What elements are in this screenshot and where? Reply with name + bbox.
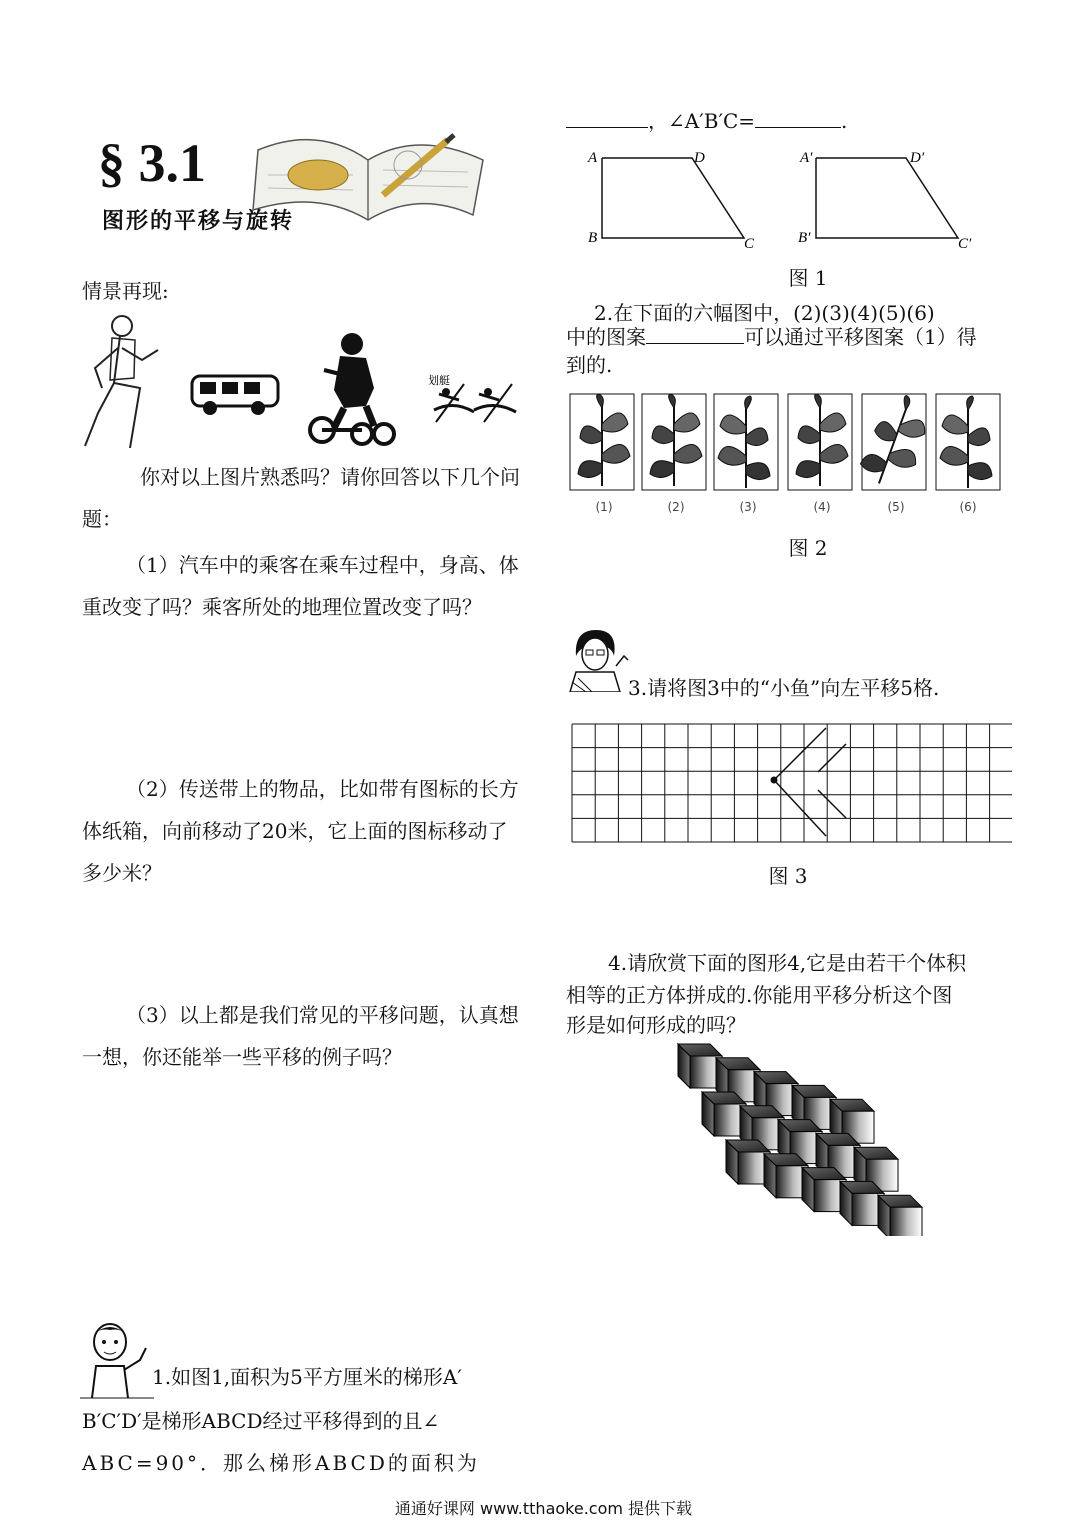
cube: [802, 1168, 846, 1212]
label-C-prime: C′: [958, 236, 972, 252]
example-4-line-2: 相等的正方体拼成的.你能用平移分析这个图: [566, 983, 953, 1007]
figure-2-caption: 图 2: [788, 536, 828, 560]
svg-text:划艇: 划艇: [428, 375, 450, 387]
cube: [678, 1044, 722, 1088]
label-B: B: [588, 230, 598, 246]
figure-4-cube-stack: [670, 1040, 940, 1236]
leaf-label-4: (4): [813, 500, 831, 514]
cube: [702, 1092, 746, 1136]
figure-2-leaf-patterns: [568, 392, 1008, 492]
cube: [764, 1154, 808, 1198]
rowing-figure: [424, 370, 524, 426]
figure-3-caption: 图 3: [768, 864, 808, 888]
question-1: （1）汽车中的乘客在乘车过程中，身高、体重改变了吗？乘客所处的地理位置改变了吗？: [82, 553, 519, 619]
separator: ，: [648, 109, 668, 133]
scene-label: 情景再现:: [82, 279, 169, 303]
example-4-line-3: 形是如何形成的吗？: [566, 1013, 746, 1037]
leaf-label-5: (5): [887, 500, 905, 514]
leaf-label-2: (2): [667, 500, 685, 514]
example-2-line-2: [566, 316, 977, 358]
angle-label: ∠A′B′C=: [668, 109, 756, 133]
bus-figure: [188, 372, 284, 416]
runner-figure: [80, 308, 170, 450]
label-B-prime: B′: [798, 230, 811, 246]
intro-question: 你对以上图片熟悉吗？请你回答以下几个问题：: [82, 465, 520, 531]
figure-3-grid: [570, 722, 1012, 844]
fish-shape: [774, 728, 846, 836]
leaf-label-6: (6): [959, 500, 977, 514]
example-1-continuation: [566, 100, 847, 142]
label-A-prime: A′: [800, 150, 813, 166]
cube: [878, 1195, 922, 1236]
question-3: （3）以上都是我们常见的平移问题，认真想一想，你还能举一些平移的例子吗？: [82, 1003, 519, 1069]
question-2: （2）传送带上的物品，比如带有图标的长方体纸箱，向前移动了20米，它上面的图标移动了多少米？: [82, 777, 519, 885]
label-D: D: [694, 150, 705, 166]
area-answer-blank[interactable]: [566, 127, 648, 128]
leaf-label-3: (3): [739, 500, 757, 514]
ending-period: .: [841, 109, 848, 133]
section-title: 图形的平移与旋转: [102, 209, 295, 234]
label-C: C: [744, 236, 755, 252]
label-D-prime: D′: [910, 150, 925, 166]
example-1-line-1: 1.如图1,面积为5平方厘米的梯形A′: [152, 1365, 462, 1389]
example-1-line-2: B′C′D′是梯形ABCD经过平移得到的且∠: [82, 1409, 440, 1433]
example-1-line-3: ABC=90°．那么梯形ABCD的面积为: [82, 1451, 480, 1475]
figure-1-caption: 图 1: [788, 266, 828, 290]
tricycle-rider-figure: [304, 330, 400, 450]
example-2-line-3: 到的.: [566, 353, 613, 377]
student-pointing-icon: [80, 1320, 154, 1400]
angle-answer-blank[interactable]: [755, 127, 841, 128]
example-4-line-1: 4.请欣赏下面的图形4,它是由若干个体积: [608, 951, 967, 975]
pattern-answer-blank[interactable]: [646, 343, 744, 344]
example-3-text: 3.请将图3中的“小鱼”向左平移5格.: [628, 676, 940, 700]
cube: [726, 1140, 770, 1184]
label-A: A: [588, 150, 598, 166]
section-number: § 3.1: [98, 133, 206, 193]
teacher-woman-icon: [566, 626, 630, 692]
leaf-label-1: (1): [595, 500, 613, 514]
figure-1-trapezoids: [580, 140, 980, 255]
example-2-line-1: 2.在下面的六幅图中，(2)(3)(4)(5)(6): [594, 301, 935, 325]
cube: [840, 1181, 884, 1225]
ex2-prefix: 中的图案: [566, 325, 646, 349]
ex2-suffix: 可以通过平移图案（1）得: [744, 325, 977, 349]
page-footer: 通通好课网 www.tthaoke.com 提供下载: [394, 1499, 693, 1518]
fish-eye: [771, 777, 778, 784]
